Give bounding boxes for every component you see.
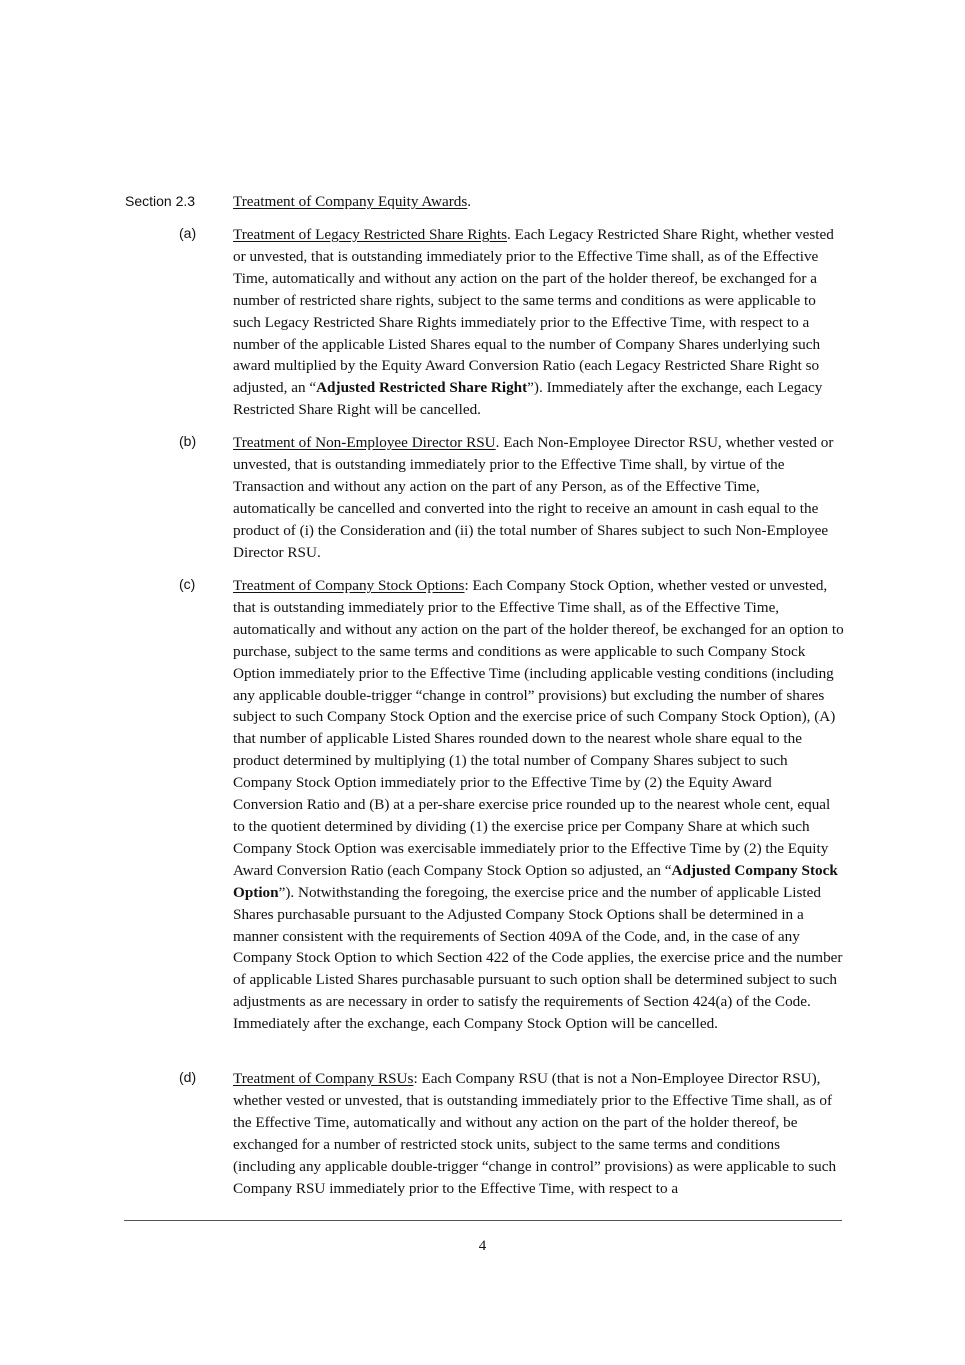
paragraph-text: : Each Company RSU (that is not a Non-Employee Director RSU), whether vested or unvested, that is outstanding immediately prior to the Effective Time shall, as of the Effective Time, automatically and without any action on the part of the holder thereof, be exchanged for a number of restricted stock units, subject to the same terms and conditions (including any applicable double-trigger “change in control” provisions) as were applicable to such Company RSU immediately prior to the Effective Time, with respect to a — [233, 1070, 837, 1197]
paragraph-text: . Each Non-Employee Director RSU, whether vested or unvested, that is outstanding immediately prior to the Effective Time shall, by virtue of the Transaction and without any action on the part of any Person, as of the Effective Time, automatically be cancelled and converted into the right to receive an amount in cash equal to the product of (i) the Consideration and (ii) the total number of Shares subject to such Non-Employee Director RSU. — [233, 434, 834, 561]
paragraph-label: (b) — [179, 433, 197, 449]
section-title-period: . — [467, 193, 472, 210]
footer-divider — [124, 1220, 842, 1221]
defined-term: Adjusted Company Stock Option — [233, 861, 838, 901]
paragraph-heading: Treatment of Company Stock Options — [233, 577, 465, 594]
paragraph-body — [233, 224, 845, 421]
paragraph-label: (a) — [179, 225, 197, 241]
section-title — [233, 191, 471, 213]
paragraph-text-continued: ”). Immediately after the exchange, each Legacy Restricted Share Right will be cancelled. — [233, 379, 823, 419]
paragraph-body — [233, 432, 845, 563]
paragraph-heading: Treatment of Company RSUs — [233, 1070, 414, 1087]
paragraph-text: : Each Company Stock Option, whether vested or unvested, that is outstanding immediately prior to the Effective Time shall, as of the Effective Time, automatically and without any action on the part of the holder thereof, be exchanged for an option to purchase, subject to the same terms and conditions as were applicable to such Company Stock Option immediately prior to the Effective Time (including applicable vesting conditions (including any applicable double-trigger “change in control” provisions) but excluding the number of shares subject to such Company Stock Option and the exercise price of such Company Stock Option), (A) that number of applicable Listed Shares rounded down to the nearest whole share equal to the product determined by multiplying (1) the total number of Company Shares subject to such Company Stock Option immediately prior to the Effective Time by (2) the Equity Award Conversion Ratio and (B) at a per-share exercise price rounded up to the nearest whole cent, equal to the quotient determined by dividing (1) the exercise price per Company Share at which such Company Stock Option was exercisable immediately prior to the Effective Time by (2) the Equity Award Conversion Ratio (each Company Stock Option so adjusted, an “ — [233, 577, 844, 879]
section-number: Section 2.3 — [125, 193, 196, 209]
paragraph-heading: Treatment of Non-Employee Director RSU — [233, 434, 496, 451]
paragraph-text: . Each Legacy Restricted Share Right, whether vested or unvested, that is outstanding immediately prior to the Effective Time shall, as of the Effective Time, automatically and without any action on the part of the holder thereof, be exchanged for a number of restricted share rights, subject to the same terms and conditions as were applicable to such Legacy Restricted Share Rights immediately prior to the Effective Time, with respect to a number of the applicable Listed Shares equal to the number of Company Shares underlying such award multiplied by the Equity Award Conversion Ratio (each Legacy Restricted Share Right so adjusted, an “ — [233, 226, 834, 397]
paragraph-label: (d) — [179, 1069, 197, 1085]
paragraph-body — [233, 1068, 845, 1199]
page-number: 4 — [478, 1238, 487, 1254]
paragraph-label: (c) — [179, 576, 196, 592]
section-heading — [125, 191, 845, 213]
defined-term: Adjusted Restricted Share Right — [316, 379, 528, 397]
section-title-text: Treatment of Company Equity Awards — [233, 193, 468, 210]
paragraph-text-continued: ”). Notwithstanding the foregoing, the exercise price and the number of applicable Listed Shares purchasable pursuant to the Adjusted Company Stock Options shall be determined in a manner consistent with the requirements of Section 409A of the Code, and, in the case of any Company Stock Option to which Section 422 of the Code applies, the exercise price and the number of applicable Listed Shares purchasable pursuant to such option shall be determined subject to such adjustments as are necessary in order to satisfy the requirements of Section 424(a) of the Code. Immediately after the exchange, each Company Stock Option will be cancelled. — [233, 883, 843, 1033]
paragraph-body — [233, 575, 845, 1035]
paragraph-heading: Treatment of Legacy Restricted Share Rights — [233, 226, 508, 243]
